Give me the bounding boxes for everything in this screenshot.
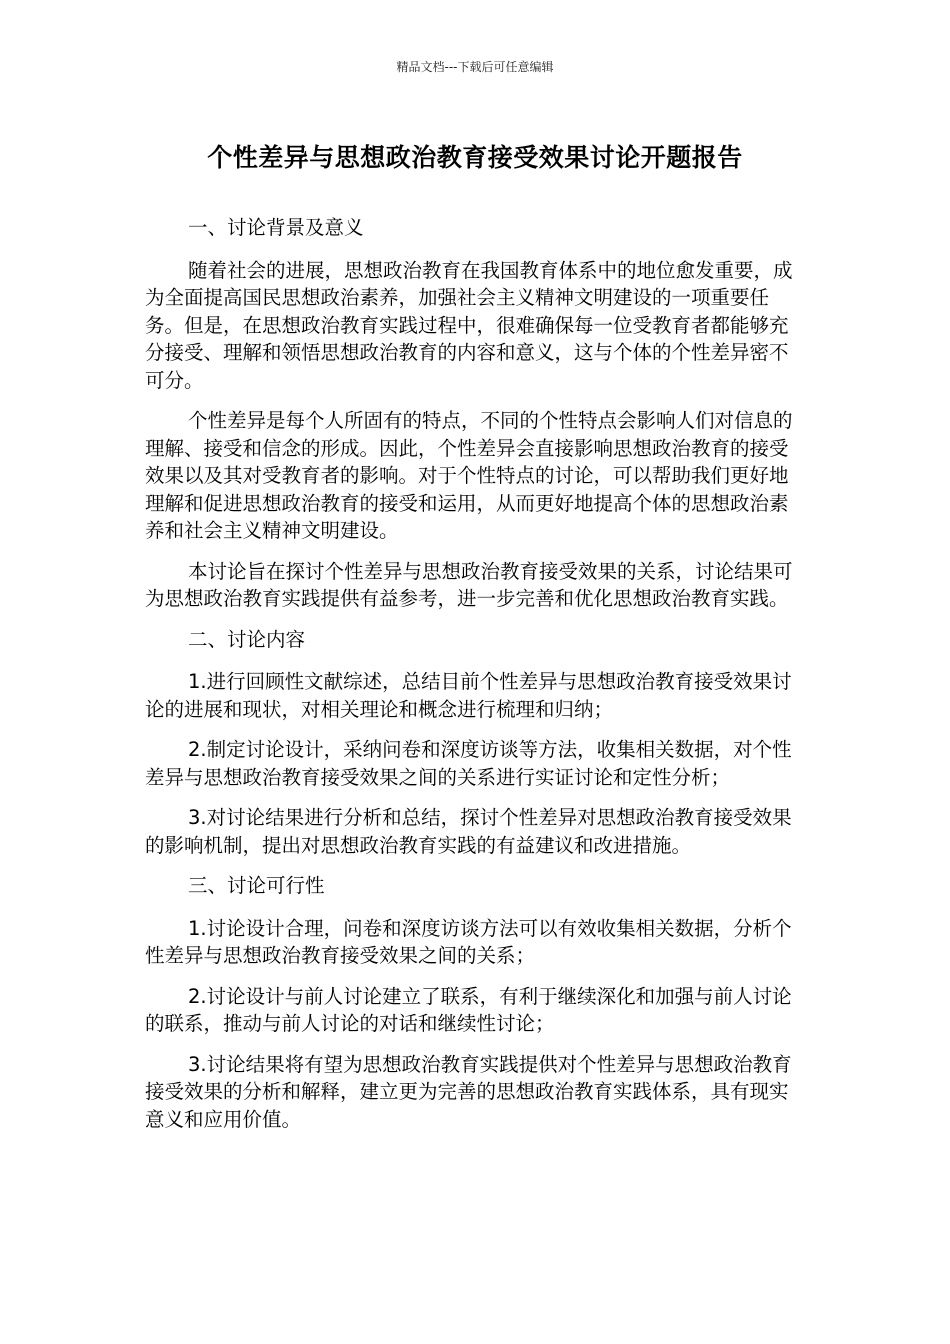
section-heading: 三、讨论可行性 bbox=[188, 874, 325, 897]
list-item: 2.制定讨论设计，采纳问卷和深度访谈等方法，收集相关数据，对个性差异与思想政治教育接受效果之间的关系进行实证讨论和定性分析； bbox=[145, 738, 792, 789]
section-heading: 一、讨论背景及意义 bbox=[188, 216, 364, 239]
section-heading: 二、讨论内容 bbox=[188, 627, 306, 651]
list-item: 3.讨论结果将有望为思想政治教育实践提供对个性差异与思想政治教育接受效果的分析和解释，建立更为完善的思想政治教育实践体系，具有现实意义和应用价值。 bbox=[145, 1052, 792, 1131]
document-body bbox=[145, 214, 797, 1146]
body-paragraph: 随着社会的进展，思想政治教育在我国教育体系中的地位愈发重要，成为全面提高国民思想政治素养，加强社会主义精神文明建设的一项重要任务。但是，在思想政治教育实践过程中，很难确保每一位受教育者都能够充分接受、理解和领悟思想政治教育的内容和意义，这与个体的个性差异密不可分。 bbox=[145, 258, 793, 392]
list-item: 1.进行回顾性文献综述，总结目前个性差异与思想政治教育接受效果讨论的进展和现状，对相关理论和概念进行梳理和归纳； bbox=[145, 670, 792, 721]
body-paragraph: 本讨论旨在探讨个性差异与思想政治教育接受效果的关系，讨论结果可为思想政治教育实践提供有益参考，进一步完善和优化思想政治教育实践。 bbox=[145, 559, 793, 610]
list-item: 1.讨论设计合理，问卷和深度访谈方法可以有效收集相关数据，分析个性差异与思想政治教育接受效果之间的关系； bbox=[145, 916, 792, 967]
page-header-note: 精品文档---下载后可任意编辑 bbox=[396, 60, 554, 74]
document-title: 个性差异与思想政治教育接受效果讨论开题报告 bbox=[207, 143, 743, 172]
list-item: 3.对讨论结果进行分析和总结，探讨个性差异对思想政治教育接受效果的影响机制，提出对思想政治教育实践的有益建议和改进措施。 bbox=[145, 806, 792, 857]
list-item: 2.讨论设计与前人讨论建立了联系，有利于继续深化和加强与前人讨论的联系，推动与前人讨论的对话和继续性讨论； bbox=[145, 984, 792, 1035]
body-paragraph: 个性差异是每个人所固有的特点，不同的个性特点会影响人们对信息的理解、接受和信念的形成。因此，个性差异会直接影响思想政治教育的接受效果以及其对受教育者的影响。对于个性特点的讨论，可以帮助我们更好地理解和促进思想政治教育的接受和运用，从而更好地提高个体的思想政治素养和社会主义精神文明建设。 bbox=[145, 409, 793, 542]
